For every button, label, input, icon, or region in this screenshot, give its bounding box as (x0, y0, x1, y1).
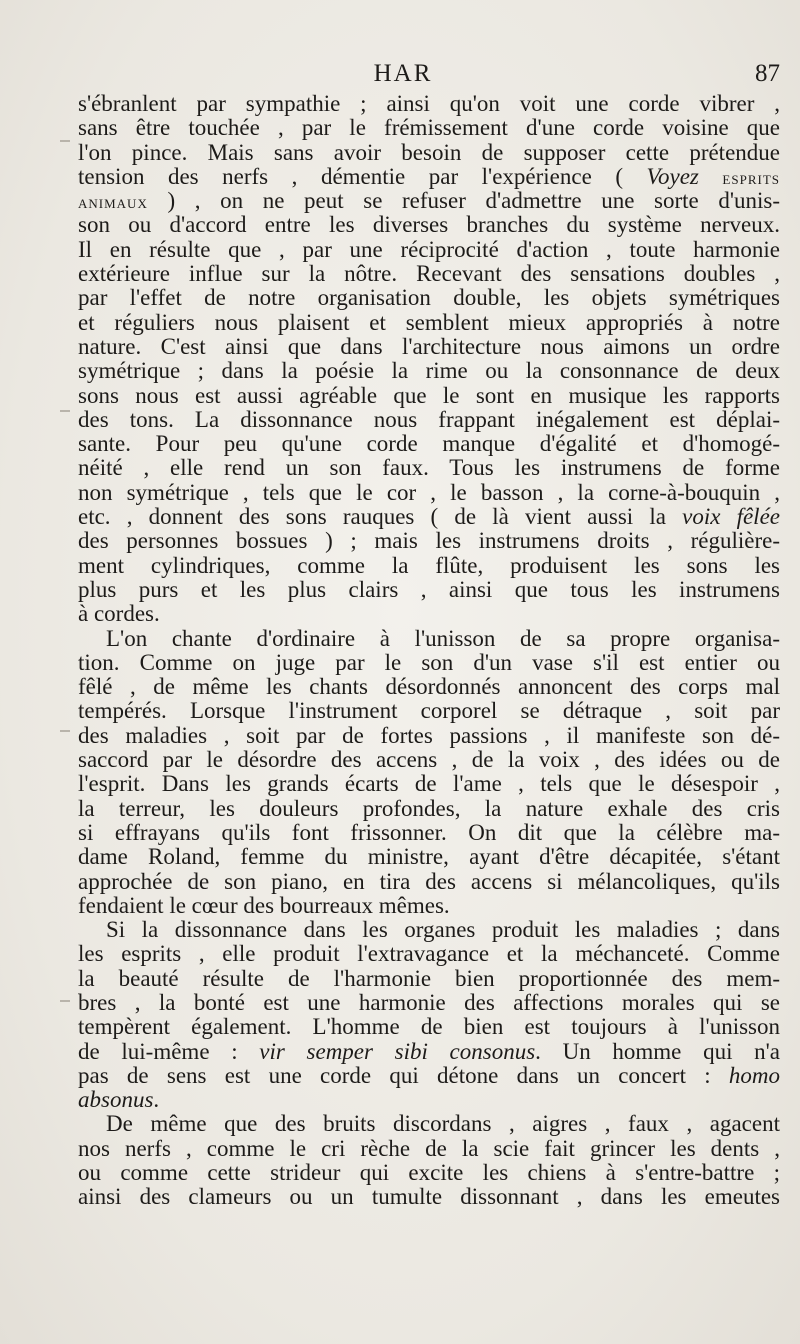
text-line (78, 772, 780, 796)
text-line (78, 1185, 780, 1209)
text-span: nos nerfs , comme le cri rèche de la scie fait grincer les dents , (78, 1136, 780, 1161)
text-line (78, 602, 780, 626)
text-line (78, 432, 780, 456)
text-line (78, 870, 780, 894)
text-span: si effrayans qu'ils font frissonner. On dit que la célèbre ma- (78, 820, 780, 845)
text-span: par l'effet de notre organisation double, les objets symétriques (78, 286, 780, 311)
text-line (78, 578, 780, 602)
text-span: l'esprit. Dans les grands écarts de l'ame , tels que le désespoir , (78, 772, 780, 797)
text-line (78, 1064, 780, 1088)
text-span: la beauté résulte de l'harmonie bien proportionnée des mem- (78, 966, 780, 991)
text-line (78, 408, 780, 432)
text-span: pas de sens est une corde qui détone dans un concert : (78, 1063, 729, 1088)
text-line (78, 797, 780, 821)
text-span: Si la dissonnance dans les organes produit les maladies ; dans (106, 918, 780, 943)
text-span (699, 165, 723, 189)
text-span: saccord par le désordre des accens , de la voix , des idées ou de (78, 748, 780, 773)
text-line (78, 481, 780, 505)
text-span: non symétrique , tels que le cor , le basson , la corne-à-bouquin , (78, 480, 780, 505)
small-caps-text: animaux (78, 192, 148, 213)
text-span: sante. Pour peu qu'une corde manque d'égalité et d'homogé- (78, 432, 780, 457)
text-line (78, 286, 780, 310)
text-line (78, 651, 780, 675)
text-span: des maladies , soit par de fortes passions , il manifeste son dé- (78, 723, 780, 748)
text-span: extérieure influe sur la nôtre. Recevant des sensations doubles , (78, 262, 780, 287)
text-line (78, 116, 780, 140)
text-line (78, 1161, 780, 1185)
text-span: approchée de son piano, en tira des accens si mélancoliques, qu'ils (78, 869, 780, 894)
text-line (78, 991, 780, 1015)
margin-mark (60, 1000, 70, 1002)
text-line (78, 1015, 780, 1039)
text-span: tempérés. Lorsque l'instrument corporel se détraque , soit par (78, 699, 780, 724)
margin-mark (60, 730, 70, 732)
text-line (78, 894, 780, 918)
text-span: s'ébranlent par sympathie ; ainsi qu'on voit une corde vibrer , (78, 92, 780, 116)
text-line (78, 262, 780, 286)
text-line (78, 213, 780, 237)
text-line (78, 748, 780, 772)
text-line (78, 384, 780, 408)
text-span: L'on chante d'ordinaire à l'unisson de sa propre organisa- (106, 626, 780, 651)
text-line (78, 554, 780, 578)
page-number: 87 (755, 60, 780, 87)
text-span: ment cylindriques, comme la flûte, produisent les sons les (78, 553, 780, 578)
text-span: tempèrent également. L'homme de bien est toujours à l'unisson (78, 1015, 780, 1040)
text-span: de lui-même : (78, 1039, 260, 1064)
text-span: . (153, 1088, 160, 1113)
small-caps-text: esprits (722, 167, 780, 188)
text-line (78, 942, 780, 966)
text-span: son ou d'accord entre les diverses branches du système nerveux. (78, 213, 780, 238)
text-span: sons nous est aussi agréable que le sont en musique les rapports (78, 383, 780, 408)
text-span: plus purs et les plus clairs , ainsi que tous les instrumens (78, 577, 780, 602)
text-line (78, 311, 780, 335)
text-line (78, 189, 780, 213)
text-span: l'on pince. Mais sans avoir besoin de supposer cette prétendue (78, 140, 780, 165)
text-line (78, 359, 780, 383)
text-span: et réguliers nous plaisent et semblent mieux appropriés à notre (78, 310, 780, 335)
text-line (78, 335, 780, 359)
italic-text: vir semper sibi consonus (259, 1039, 536, 1064)
text-span: De même que des bruits discordans , aigres , faux , agacent (106, 1112, 780, 1137)
margin-mark (60, 140, 70, 142)
text-line (78, 1040, 780, 1064)
text-span: à cordes. (78, 602, 160, 627)
text-span: tension des nerfs , démentie par l'expérience ( (78, 164, 647, 189)
text-line (78, 529, 780, 553)
text-span: etc. , donnent des sons rauques ( de là vient aussi la (78, 505, 683, 530)
text-span: ou comme cette strideur qui excite les chiens à s'entre-battre ; (78, 1161, 780, 1186)
text-line (78, 675, 780, 699)
text-span: bres , la bonté est une harmonie des affections morales qui se (78, 990, 780, 1015)
text-span: fendaient le cœur des bourreaux mêmes. (78, 893, 450, 918)
text-span: . Un homme qui n'a (535, 1039, 780, 1064)
text-line (78, 238, 780, 262)
text-span: la terreur, les douleurs profondes, la nature exhale des cris (78, 796, 780, 821)
italic-text: absonus (78, 1088, 154, 1113)
text-span: fêlé , de même les chants désordonnés annoncent des corps mal (78, 675, 780, 700)
text-span: les esprits , elle produit l'extravagance et la méchanceté. Comme (78, 942, 780, 967)
italic-text: voix fêlée (682, 505, 780, 530)
text-span: nature. C'est ainsi que dans l'architecture nous aimons un ordre (78, 334, 780, 359)
text-line (78, 724, 780, 748)
italic-text: Voyez (646, 164, 699, 189)
body-text (78, 92, 780, 1210)
text-span: symétrique ; dans la poésie la rime ou la consonnance de deux (78, 359, 780, 384)
text-line (78, 456, 780, 480)
text-line (78, 1088, 780, 1112)
text-span: des personnes bossues ) ; mais les instrumens droits , régulière- (78, 529, 780, 554)
text-line (78, 627, 780, 651)
text-line (78, 1112, 780, 1136)
running-head (78, 60, 780, 92)
running-title: HAR (373, 60, 433, 87)
text-span: des tons. La dissonnance nous frappant inégalement est déplai- (78, 407, 780, 432)
text-span: tion. Comme on juge par le son d'un vase s'il est entier ou (78, 650, 780, 675)
text-line (78, 918, 780, 942)
text-line (78, 1137, 780, 1161)
text-line (78, 92, 780, 116)
text-span: ainsi des clameurs ou un tumulte dissonnant , dans les emeutes (78, 1185, 780, 1210)
text-span: néité , elle rend un son faux. Tous les instrumens de forme (78, 456, 780, 481)
text-line (78, 141, 780, 165)
text-span: ) , on ne peut se refuser d'admettre une sorte d'unis- (147, 189, 780, 214)
text-span: dame Roland, femme du ministre, ayant d'être décapitée, s'étant (78, 845, 780, 870)
text-span: sans être touchée , par le frémissement d'une corde voisine que (78, 116, 780, 141)
text-line (78, 821, 780, 845)
text-line (78, 699, 780, 723)
italic-text: homo (728, 1063, 780, 1088)
margin-mark (60, 410, 70, 412)
text-line (78, 845, 780, 869)
text-line (78, 967, 780, 991)
text-line (78, 505, 780, 529)
text-line (78, 165, 780, 189)
text-span: Il en résulte que , par une réciprocité d'action , toute harmonie (78, 237, 780, 262)
